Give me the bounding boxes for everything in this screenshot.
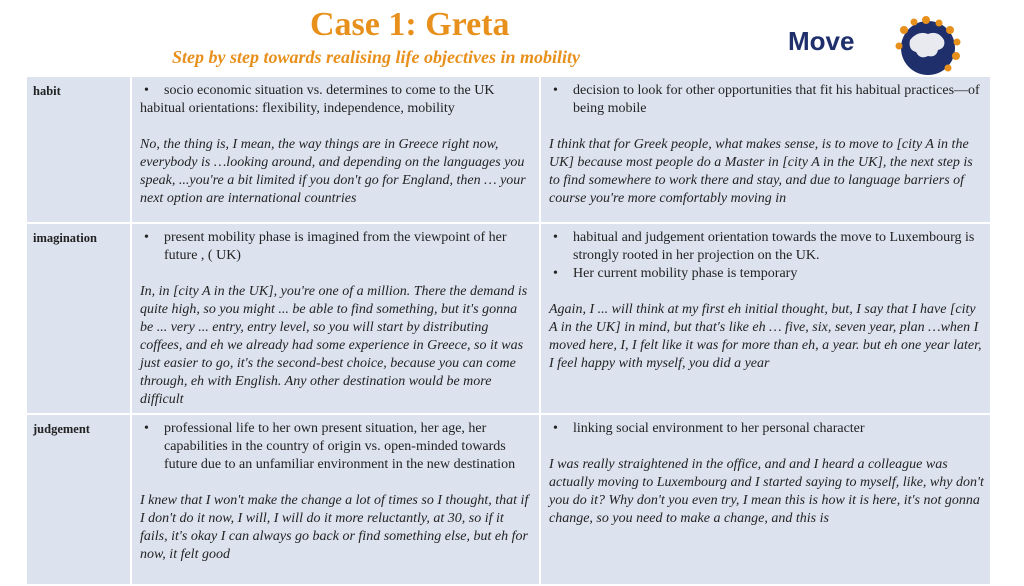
cell-imagination-right [541,224,990,413]
cell-habit-right [541,77,990,222]
interview-quote: In, in [city A in the UK], you're one of a million. There the demand is quite high, so you might ... be able to find something, but it's gonna be ... very ... entry, entry level, so you will start by distributing coffees, and eh we already had some experience in Greece, so it was just easier to go, it's the second-best choice, because you can come through, eh with English. Any other destination would be more difficult [140,284,528,407]
cell-judgement-right [541,415,990,584]
table-row-judgement [27,415,990,584]
bullet-item: • habitual and judgement orientation towards the move to Luxembourg is strongly rooted in her projection on the UK. [549,229,984,265]
bullet-item: • Her current mobility phase is temporary [549,265,984,283]
interview-quote: I knew that I won't make the change a lot of times so I thought, that if I don't do it now, I will, I will do it more reluctantly, at 30, so if it fails, it's okay I can always go back or find something else, but eh for now, it felt good [140,493,529,562]
cell-imagination-left [132,224,539,413]
row-label: imagination [27,224,130,413]
cell-judgement-left [132,415,539,584]
bullet-item: • linking social environment to her personal character [549,420,984,438]
logo-text: Move [788,26,855,56]
bullet-item: • decision to look for other opportunities that fit his habitual practices—of being mobile [549,82,984,118]
page-subtitle: Step by step towards realising life objectives in mobility [172,47,580,67]
bullet-item: • professional life to her own present situation, her age, her capabilities in the country of origin vs. open-minded towards future due to an unfamiliar environment in the new destination [140,420,533,474]
cell-habit-left [132,77,539,222]
row-label: judgement [27,415,130,584]
table-row-habit [27,77,990,222]
interview-quote: I was really straightened in the office, and and I heard a colleague was actually moving to Luxembourg and I started saying to myself, like, why don't you do it? Why don't you even try, I mean this is how it is here, it's not gonna change, so you need to make a change, and this is [549,457,984,526]
row-label: habit [27,77,130,222]
bullet-item: • socio economic situation vs. determines to come to the UK [140,82,533,100]
bullet-item: • present mobility phase is imagined from the viewpoint of her future , ( UK) [140,229,533,265]
interview-quote: I think that for Greek people, what makes sense, is to move to [city A in the UK] because most people do a Master in [city A in the UK], the next step is to find somewhere to work there and stay, and due to language barriers of course you're more comfortably moving in [549,137,973,206]
page-title: Case 1: Greta [310,6,510,43]
case-table [25,75,992,586]
move-logo [786,16,966,78]
table-row-imagination [27,224,990,413]
cell-text: habitual orientations: flexibility, independence, mobility [140,101,455,116]
interview-quote: No, the thing is, I mean, the way things are in Greece right now, everybody is …looking around, and depending on the languages you speak, ...you're a bit limited if you don't go for England, then … your next option are international countries [140,137,526,206]
interview-quote: Again, I ... will think at my first eh initial thought, but, I say that I have [city A in the UK] in mind, but that's like eh … five, six, seven year, plan …when I moved here, I, I felt like it was for more than eh, a year. but eh one year later, I feel happy with myself, you did a year [549,302,982,371]
